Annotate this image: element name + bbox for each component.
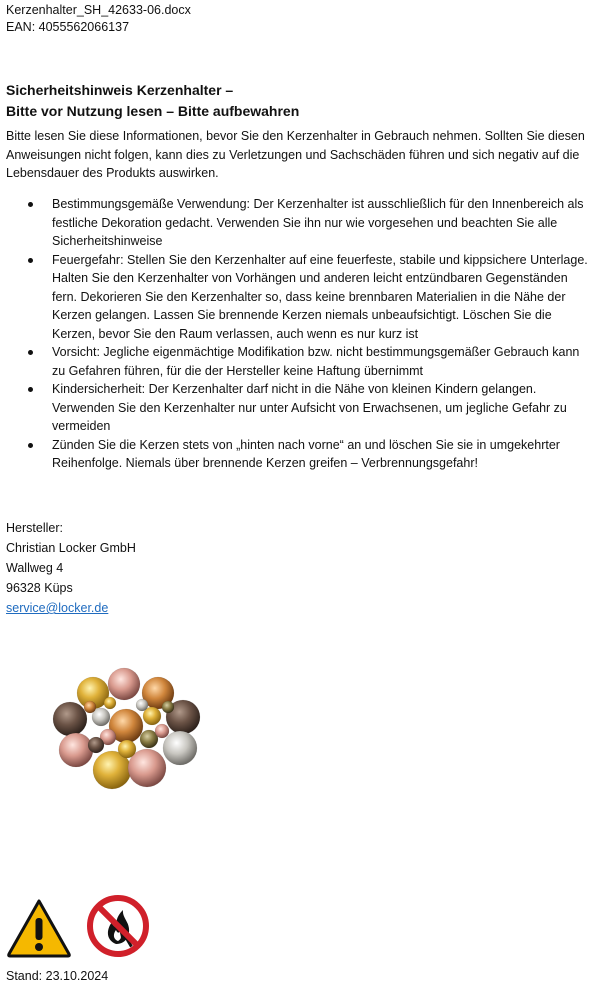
intro-paragraph: Bitte lesen Sie diese Informationen, bevor Sie den Kerzenhalter in Gebrauch nehmen. Sollten Sie diesen Anweisungen nicht folgen, kann dies zu Verletzungen und Sachschäden führen und sich negativ auf die Lebensdauer des Produkts auswirken. [6,129,585,180]
title-line-2: Bitte vor Nutzung lesen – Bitte aufbewahren [6,103,300,119]
product-image [50,665,210,790]
warning-triangle-icon [6,898,72,958]
document-meta [6,2,191,36]
bullet-icon [28,443,33,448]
bullet-icon [28,202,33,207]
file-name: Kerzenhalter_SH_42633-06.docx [6,3,191,17]
list-item-text: Kindersicherheit: Der Kerzenhalter darf nicht in die Nähe von kleinen Kindern gelangen. Verwenden Sie den Kerzenhalter nur unter Aufsicht von Erwachsenen, um jegliche Gefahr zu vermeiden [52,382,567,433]
safety-list [6,195,596,473]
manufacturer-city: 96328 Küps [6,581,73,595]
bullet-icon [28,387,33,392]
manufacturer-name: Christian Locker GmbH [6,541,136,555]
ean-code: EAN: 4055562066137 [6,20,130,34]
manufacturer-street: Wallweg 4 [6,561,64,575]
list-item-text: Zünden Sie die Kerzen stets von „hinten nach vorne“ an und löschen Sie sie in umgekehrter Reihenfolge. Niemals über brennende Kerzen greifen – Verbrennungsgefahr! [52,437,560,470]
manufacturer-block [6,518,136,618]
list-item [6,251,596,344]
manufacturer-label: Hersteller: [6,521,63,535]
title-line-1: Sicherheitshinweis Kerzenhalter – [6,82,234,98]
bullet-icon [28,350,33,355]
list-item [6,436,596,473]
revision-date: Stand: 23.10.2024 [6,969,109,983]
page-title [6,80,299,122]
no-open-flame-icon [86,894,150,958]
list-item-text: Bestimmungsgemäße Verwendung: Der Kerzenhalter ist ausschließlich für den Innenbereich als festliche Dekoration gedacht. Verwenden Sie ihn nur wie vorgesehen und beachten Sie alle Sicherheitshinweise [52,197,584,248]
bullet-icon [28,258,33,263]
list-item [6,343,596,380]
manufacturer-email-link[interactable]: service@locker.de [6,601,109,615]
list-item-text: Vorsicht: Jegliche eigenmächtige Modifikation bzw. nicht bestimmungsgemäßer Gebrauch kann zu Gefahren führen, für die der Hersteller keine Haftung übernimmt [52,345,580,378]
list-item-text: Feuergefahr: Stellen Sie den Kerzenhalter auf eine feuerfeste, stabile und kippsichere Unterlage. Halten Sie den Kerzenhalter von Vorhängen und anderen leicht entzündbaren Gegenständen fern. Dekorieren Sie den Kerzenhalter so, dass keine brennbaren Materialien in die Nähe der Kerzen gelangen. Lassen Sie brennende Kerzen niemals unbeaufsichtigt. Löschen Sie die Kerzen, bevor Sie den Raum verlassen, auch wenn es nur kurz ist [52,252,588,341]
list-item [6,380,596,436]
list-item [6,195,596,251]
